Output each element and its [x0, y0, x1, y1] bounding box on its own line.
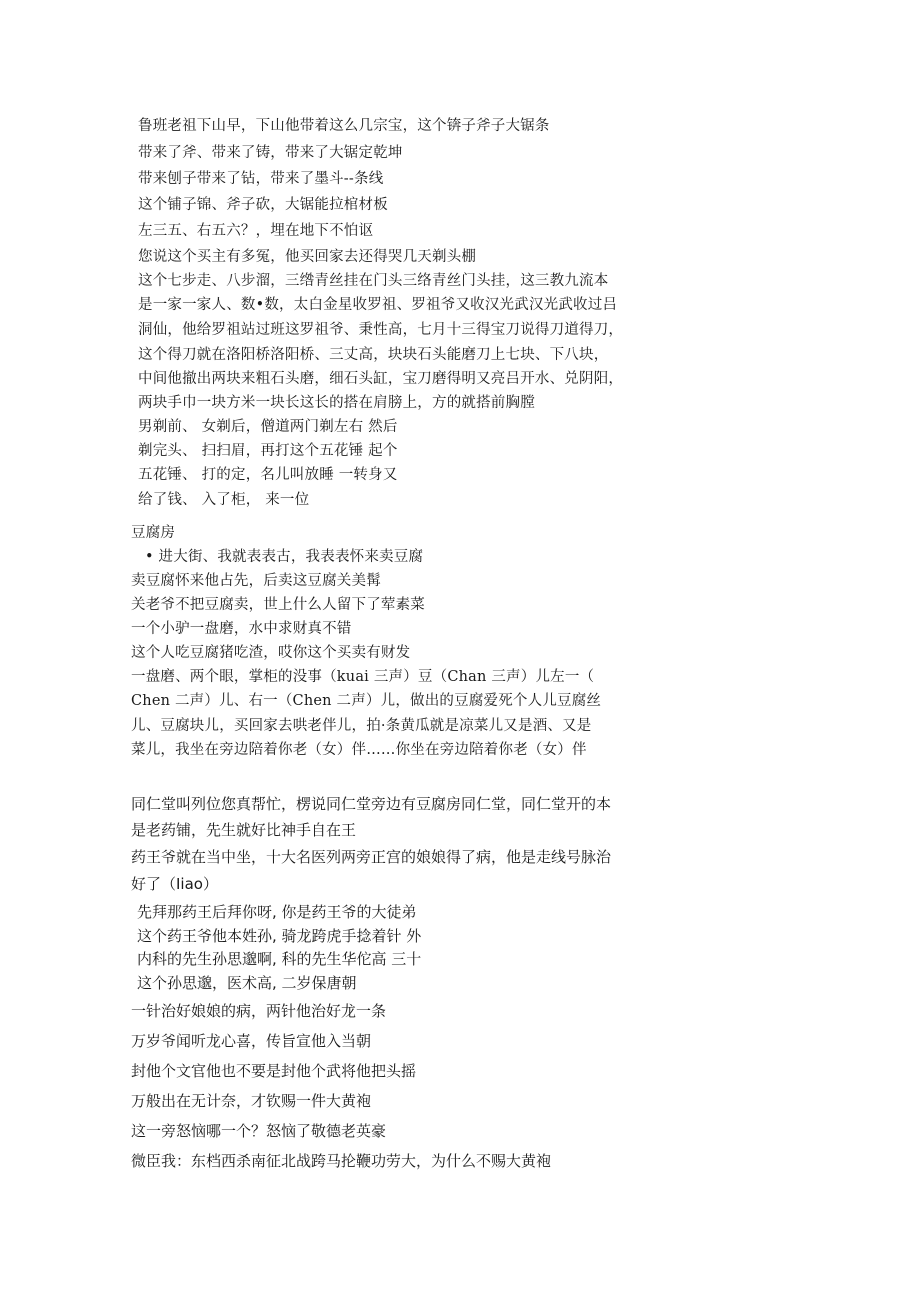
verse-line: 两块手巾一块方米一块长这长的搭在肩膀上，方的就搭前胸膛 [138, 395, 535, 411]
verse-line: 封他个文官他也不要是封他个武将他把头摇 [131, 1062, 417, 1080]
verse-line: 这个铺子锦、斧子砍，大锯能拉棺材板 [138, 197, 388, 213]
verse-line: 一盘磨、两个眼，掌柜的没事（kuai 三声）豆（Chan 三声）儿左一（ [131, 669, 595, 685]
verse-line: 药王爷就在当中坐，十大名医列两旁正宫的娘娘得了病，他是走线号脉治 [131, 848, 612, 866]
verse-line: 男剃前、 女剃后，僧道两门剃左右 然后 [138, 419, 398, 435]
verse-line: 这个药王爷他本姓孙, 骑龙跨虎手捻着针 外 [137, 927, 422, 945]
verse-line: 这个得刀就在洛阳桥洛阳桥、三丈高，块块石头能磨刀上七块、下八块， [138, 347, 609, 363]
verse-line: 这一旁怒恼哪一个？怒恼了敬德老英豪 [131, 1122, 387, 1140]
verse-line: 一个小驴一盘磨，水中求财真不错 [131, 621, 352, 637]
verse-line: 剃完头、 扫扫眉，再打这个五花锤 起个 [138, 443, 398, 459]
verse-line: 给了钱、 入了柜， 来一位 [138, 492, 310, 508]
verse-line: 洞仙，他给罗祖站过班这罗祖爷、秉性高，七月十三得宝刀说得刀道得刀， [138, 322, 624, 338]
section-title: 豆腐房 [131, 525, 176, 541]
verse-line: 五花锤、 打的定，名儿叫放睡 一转身又 [138, 467, 398, 483]
verse-line: 带来刨子带来了钻，带来了墨斗--条线 [138, 171, 384, 187]
verse-line: 这个孙思邈，医术高, 二岁保唐朝 [137, 974, 357, 992]
verse-line: 这个七步走、八步溜，三绺青丝挂在门头三络青丝门头挂，这三教九流本 [138, 273, 609, 289]
verse-line: 儿、豆腐块儿，买回家去哄老伴儿，拍·条黄瓜就是凉菜儿又是酒、又是 [131, 718, 592, 734]
verse-line: 是一家一家人、数•数，太白金星收罗祖、罗祖爷又收汉光武汉光武收过吕 [138, 297, 618, 313]
verse-line: • 进大街、我就表表古，我表表怀来卖豆腐 [145, 549, 424, 565]
verse-line: 先拜那药王后拜你呀, 你是药王爷的大徒弟 [137, 903, 417, 921]
verse-line: 微臣我：东档西杀南征北战跨马抡鞭功劳大，为什么不赐大黄袍 [131, 1152, 552, 1170]
verse-line: 这个人吃豆腐猪吃渣，哎你这个买卖有财发 [131, 645, 411, 661]
verse-line: 带来了斧、带来了铸，带来了大锯定乾坤 [138, 145, 403, 161]
verse-line: 内科的先生孙思邈啊, 科的先生华佗高 三十 [137, 950, 422, 968]
verse-line: 一针治好娘娘的病，两针他治好龙一条 [131, 1002, 387, 1020]
verse-line: 左三五、右五六？，埋在地下不怕讴 [138, 223, 374, 239]
verse-line: 是老药铺，先生就好比神手自在王 [131, 821, 357, 839]
verse-line: 好了（Iiao） [131, 875, 218, 893]
verse-line: 关老爷不把豆腐卖，世上什么人留下了荤素菜 [131, 597, 425, 613]
verse-line: 中间他撤出两块来粗石头磨，细石头缸，宝刀磨得明又亮吕开水、兑阴阳， [138, 371, 624, 387]
verse-line: 万岁爷闻听龙心喜，传旨宣他入当朝 [131, 1032, 372, 1050]
verse-line: 菜儿，我坐在旁边陪着你老（女）伴……你坐在旁边陪着你老（女）伴 [131, 742, 587, 758]
verse-line: 卖豆腐怀来他占先，后卖这豆腐关美髯 [131, 573, 381, 589]
verse-line: 同仁堂叫列位您真帮忙，楞说同仁堂旁边有豆腐房同仁堂，同仁堂开的本 [131, 795, 612, 813]
verse-line: 鲁班老祖下山早，下山他带着这么几宗宝，这个锛子斧子大锯条 [138, 118, 550, 134]
verse-line: 您说这个买主有多冤，他买回家去还得哭几天剃头棚 [138, 249, 477, 265]
verse-line: Chen 二声）儿、右一（Chen 二声）儿，做出的豆腐爱死个人儿豆腐丝 [131, 693, 602, 709]
verse-line: 万般出在无计奈，才钦赐一件大黄袍 [131, 1092, 372, 1110]
